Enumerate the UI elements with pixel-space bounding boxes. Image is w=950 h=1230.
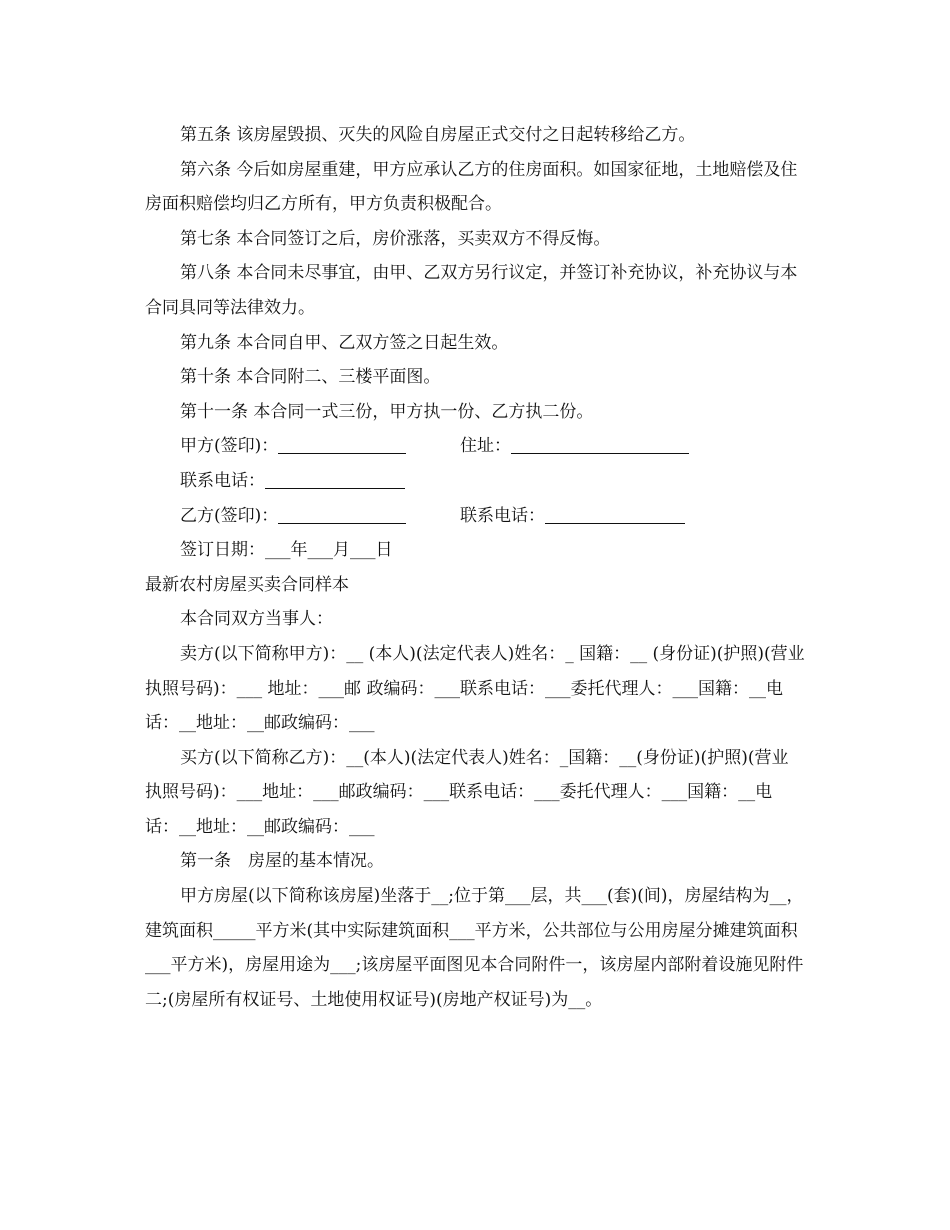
second-contract-title: 最新农村房屋买卖合同样本 bbox=[145, 574, 349, 595]
party-b-seal-label: 乙方(签印)： bbox=[180, 505, 279, 526]
article-5: 第五条 该房屋毁损、灭失的风险自房屋正式交付之日起转移给乙方。 bbox=[180, 125, 696, 145]
address-blank bbox=[511, 435, 689, 454]
party-a-phone-blank bbox=[265, 470, 405, 489]
article-8: 第八条 本合同未尽事宜，由甲、乙双方另行议定，并签订补充协议，补充协议与本合同具同等法律效力。 bbox=[145, 263, 798, 318]
party-b-seal-blank bbox=[278, 505, 406, 524]
seller-info: 卖方(以下简称甲方)：__ (本人)(法定代表人)姓名：_ 国籍：__ (身份证)(护照)(营业执照号码)：___ 地址：___邮 政编码：___联系电话：___委托代理人：___国籍：__电话：__地址：__邮政编码：___ bbox=[145, 643, 805, 734]
article-1-body: 甲方房屋(以下简称该房屋)坐落于__;位于第___层，共___(套)(间)，房屋结构为__，建筑面积_____平方米(其中实际建筑面积___平方米，公共部位与公用房屋分摊建筑面积___平方米)，房屋用途为___;该房屋平面图见本合同附件一，该房屋内部附着设施见附件二;(房屋所有权证号、土地使用权证号)(房地产权证号)为__。 bbox=[145, 886, 804, 1010]
document-body bbox=[145, 118, 805, 1017]
article-9: 第九条 本合同自甲、乙双方签之日起生效。 bbox=[180, 332, 509, 353]
party-a-seal-blank bbox=[278, 435, 406, 454]
address-label: 住址： bbox=[460, 436, 511, 457]
article-11: 第十一条 本合同一式三份，甲方执一份、乙方执二份。 bbox=[180, 401, 594, 422]
signature-row-phone bbox=[145, 464, 805, 499]
signature-row-party-b bbox=[145, 499, 805, 534]
signing-date: 签订日期：___年___月___日 bbox=[180, 540, 393, 561]
party-a-seal-label: 甲方(签印)： bbox=[180, 436, 279, 457]
signature-row-party-a bbox=[145, 429, 805, 464]
parties-heading: 本合同双方当事人： bbox=[180, 609, 333, 630]
buyer-info: 买方(以下简称乙方)：__(本人)(法定代表人)姓名：_国籍：__(身份证)(护照)(营业执照号码)：___地址：___邮政编码：___联系电话：___委托代理人：___国籍：__电话：__地址：__邮政编码：___ bbox=[145, 747, 789, 837]
article-6: 第六条 今后如房屋重建，甲方应承认乙方的住房面积。如国家征地，土地赔偿及住房面积赔偿均归乙方所有，甲方负责积极配合。 bbox=[145, 159, 798, 215]
party-b-phone-label: 联系电话： bbox=[460, 505, 545, 526]
party-b-phone-blank bbox=[545, 505, 685, 524]
article-1-heading: 第一条 房屋的基本情况。 bbox=[180, 851, 384, 872]
party-a-phone-label: 联系电话： bbox=[180, 470, 265, 491]
article-10: 第十条 本合同附二、三楼平面图。 bbox=[180, 367, 441, 388]
article-7: 第七条 本合同签订之后，房价涨落，买卖双方不得反悔。 bbox=[180, 228, 611, 249]
